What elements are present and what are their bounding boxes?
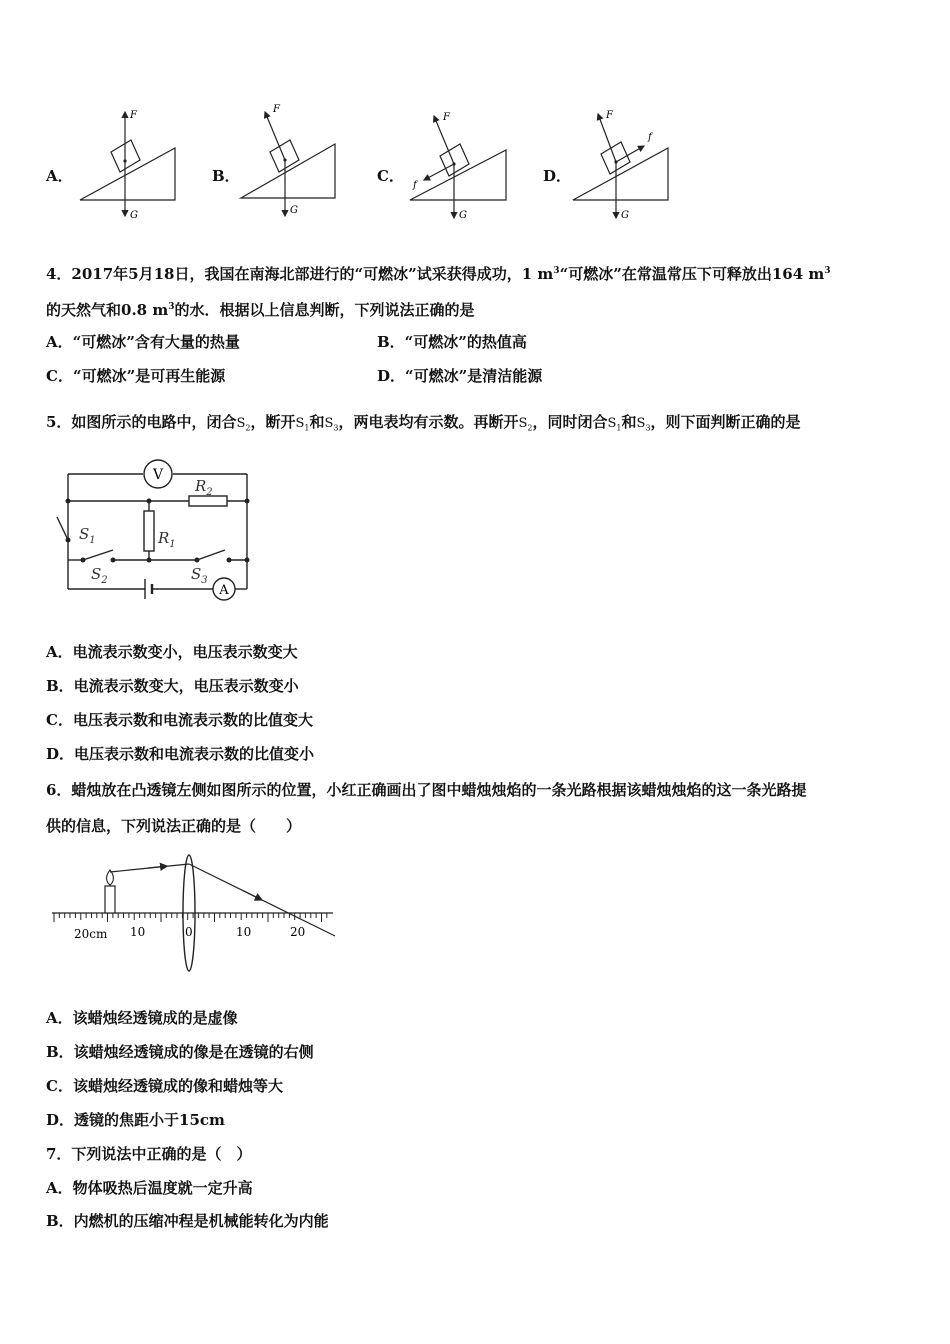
q3-figure-d — [568, 100, 678, 225]
q6-option-b: B．该蜡烛经透镜成的像是在透镜的右侧 — [46, 1043, 314, 1061]
ruler-label-0: 0 — [185, 925, 193, 939]
incline — [241, 144, 335, 198]
s-letter: S — [518, 416, 528, 431]
ammeter-label: A — [219, 583, 229, 598]
q6-stem-line1: 6．蜡烛放在凸透镜左侧如图所示的位置，小红正确画出了图中蜡烛烛焰的一条光路根据该蜡烛烛焰的这一条光路提 — [46, 781, 807, 799]
q5-stem-c: 和 — [309, 413, 325, 431]
q6-lens-diagram — [48, 848, 343, 973]
ruler-label-20cm: 20cm — [74, 927, 108, 941]
q4-option-c: C．“可燃冰”是可再生能源 — [46, 367, 226, 385]
sub: 3 — [645, 423, 651, 433]
q4-stem-line1-a: 4．2017年5月18日，我国在南海北部进行的“可燃冰”试采获得成功，1 m — [46, 265, 554, 283]
q3-figure-b — [237, 100, 347, 225]
s-letter: S — [636, 416, 646, 431]
q6-option-c: C．该蜡烛经透镜成的像和蜡烛等大 — [46, 1077, 283, 1095]
switch-s1 — [57, 517, 68, 540]
q7-option-a: A．物体吸热后温度就一定升高 — [46, 1179, 253, 1197]
q3-option-c-label: C． — [377, 167, 404, 185]
s-letter: S — [607, 416, 617, 431]
sup: 3 — [824, 266, 831, 276]
q5-stem-e: ，同时闭合 — [532, 413, 608, 431]
s-letter: S — [324, 416, 334, 431]
label-g: G — [130, 210, 138, 221]
label-f: F — [130, 110, 137, 121]
q3-option-a-label: A． — [46, 167, 73, 185]
ruler-ticks — [54, 913, 327, 922]
q5-circuit-diagram — [45, 455, 275, 610]
q6-stem-line2: 供的信息，下列说法正确的是（ ） — [46, 817, 302, 835]
q5-stem-f: 和 — [621, 413, 637, 431]
sub: 1 — [616, 423, 622, 433]
q4-stem-line2-b: 的水．根据以上信息判断，下列说法正确的是 — [174, 301, 475, 319]
q3-figure-c — [405, 100, 515, 225]
q3-option-b-label: B． — [212, 167, 240, 185]
label-s2: $S_2$ — [91, 565, 108, 586]
q6-option-a: A．该蜡烛经透镜成的是虚像 — [46, 1009, 238, 1027]
label-r2: $R_2$ — [195, 477, 213, 498]
q3-option-d-label: D． — [543, 167, 572, 185]
q4-stem-line2 — [46, 297, 474, 320]
q4-option-b: B．“可燃冰”的热值高 — [377, 333, 527, 351]
q3-figure-a — [75, 100, 185, 225]
refracted-ray — [189, 864, 335, 936]
q4-stem-line1-b: “可燃冰”在常温常压下可释放出164 m — [559, 265, 825, 283]
q5-option-c: C．电压表示数和电流表示数的比值变大 — [46, 711, 313, 729]
friction-arrow — [424, 164, 454, 180]
label-r1: $R_1$ — [158, 529, 176, 550]
q4-option-a: A．“可燃冰”含有大量的热量 — [46, 333, 240, 351]
symbol-s3 — [637, 416, 651, 431]
q5-option-a: A．电流表示数变小，电压表示数变大 — [46, 643, 298, 661]
ruler-label-10-right: 10 — [236, 925, 252, 939]
switch-s2 — [83, 550, 113, 560]
force-f-arrow — [434, 116, 454, 164]
label-g: G — [459, 210, 467, 221]
incline — [410, 150, 506, 200]
sub: 2 — [527, 423, 533, 433]
friction-arrow — [616, 146, 644, 162]
q4-stem-line1 — [46, 261, 831, 284]
label-s1: $S_1$ — [79, 525, 96, 546]
symbol-s2 — [519, 416, 533, 431]
label-g: G — [621, 210, 629, 221]
label-f: F — [273, 104, 280, 115]
sub: 1 — [304, 423, 310, 433]
sub: 2 — [245, 423, 251, 433]
force-f-arrow — [265, 112, 285, 160]
symbol-s3 — [324, 416, 338, 431]
label-friction: f — [648, 132, 652, 143]
label-s3: $S_3$ — [191, 565, 208, 586]
incline — [573, 148, 668, 200]
q5-option-d: D．电压表示数和电流表示数的比值变小 — [46, 745, 315, 763]
q4-option-d: D．“可燃冰”是清洁能源 — [377, 367, 543, 385]
label-g: G — [290, 205, 298, 216]
label-friction: f — [413, 180, 417, 191]
s-letter: S — [295, 416, 305, 431]
incline — [80, 148, 175, 200]
voltmeter-label: V — [152, 467, 164, 483]
q5-stem-a: 5．如图所示的电路中，闭合 — [46, 413, 237, 431]
force-f-arrow — [598, 114, 616, 162]
q5-stem-b: ，断开 — [250, 413, 296, 431]
symbol-s1 — [295, 416, 309, 431]
ruler-label-20: 20 — [290, 925, 306, 939]
q7-stem: 7．下列说法中正确的是（ ） — [46, 1145, 252, 1163]
switch-s3 — [197, 550, 225, 560]
label-f: F — [443, 112, 450, 123]
label-f: F — [606, 110, 613, 121]
s-letter: S — [236, 416, 246, 431]
q6-option-d: D．透镜的焦距小于15cm — [46, 1111, 225, 1129]
sup: 3 — [168, 302, 175, 312]
symbol-s1 — [608, 416, 622, 431]
q7-option-b: B．内燃机的压缩冲程是机械能转化为内能 — [46, 1212, 329, 1230]
q5-option-b: B．电流表示数变大，电压表示数变小 — [46, 677, 299, 695]
q5-stem-d: ，两电表均有示数。再断开 — [338, 413, 519, 431]
symbol-s2 — [236, 416, 250, 431]
q5-stem — [46, 412, 801, 439]
ruler-label-10-left: 10 — [130, 925, 146, 939]
sup: 3 — [553, 266, 560, 276]
resistor-r1 — [144, 511, 154, 551]
sub: 3 — [333, 423, 339, 433]
q4-stem-line2-a: 的天然气和0.8 m — [46, 301, 169, 319]
candle — [105, 886, 115, 913]
q5-stem-g: ，则下面判断正确的是 — [650, 413, 801, 431]
